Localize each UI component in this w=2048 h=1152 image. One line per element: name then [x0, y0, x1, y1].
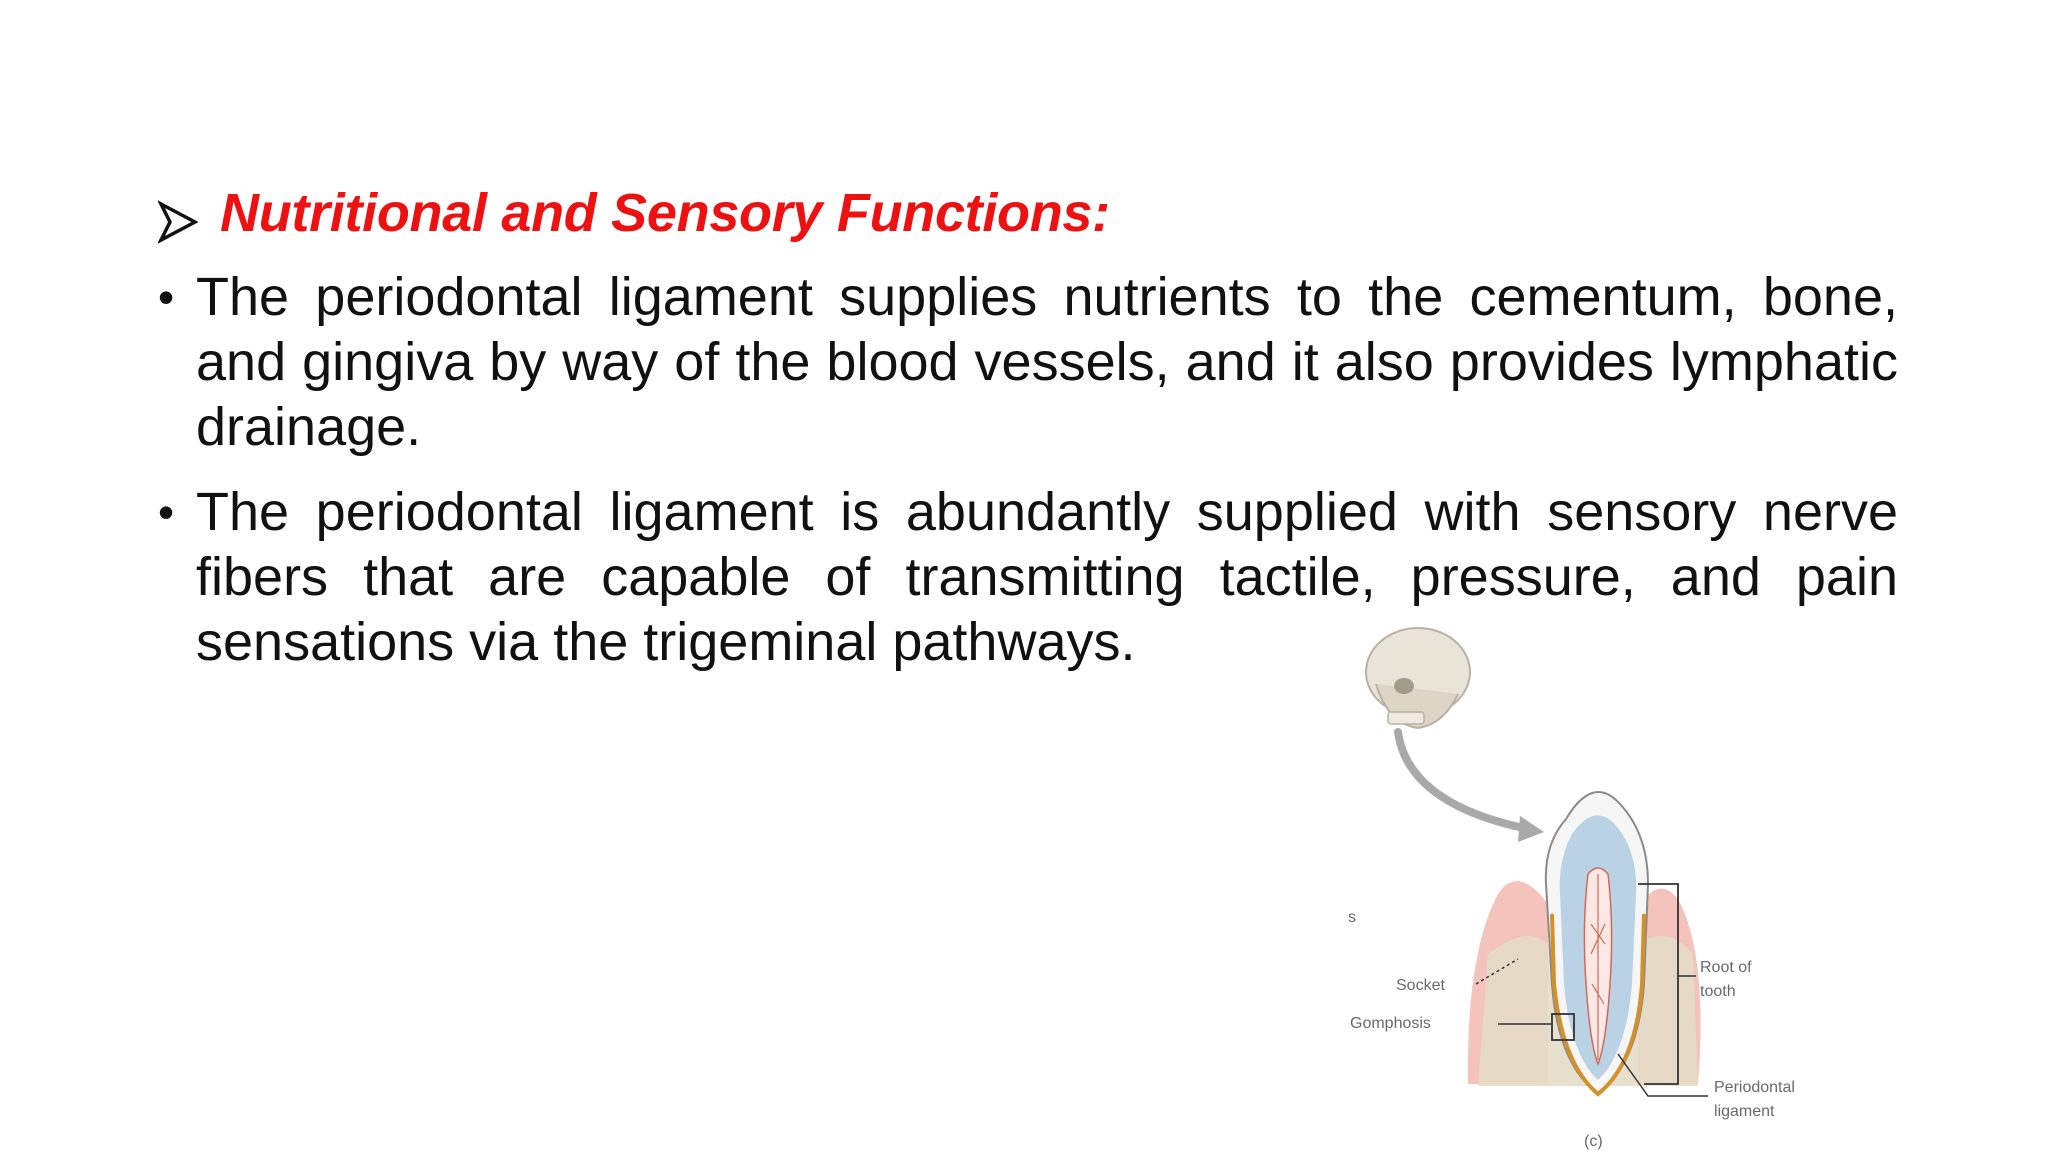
pdl-label-line1: Periodontal [1714, 1079, 1795, 1096]
root-label-line2: tooth [1700, 983, 1736, 1000]
root-label-line1: Root of [1700, 959, 1752, 976]
pdl-label-line2: ligament [1714, 1103, 1775, 1120]
bullet-text: The periodontal ligament is abundantly supplied with sensory nerve fibers that are capable of transmitting tactile, pressure, and pain sensations via the trigeminal pathways. [196, 482, 1898, 672]
partial-label: s [1348, 909, 1356, 926]
socket-label: Socket [1396, 977, 1445, 994]
skull-icon [1366, 628, 1470, 728]
bullet-item-nutrition [158, 265, 1898, 460]
bullet-dot-icon: • [158, 271, 175, 323]
pointer-arrow-icon [1398, 732, 1528, 829]
panel-label: (c) [1584, 1133, 1603, 1150]
section-heading [158, 178, 1110, 248]
tooth-gomphosis-illustration [1348, 624, 1848, 1152]
bullet-dot-icon: • [158, 486, 175, 538]
heading-text: Nutritional and Sensory Functions: [220, 183, 1110, 243]
arrow-bullet-icon [158, 191, 198, 235]
bullet-text: The periodontal ligament supplies nutrients to the cementum, bone, and gingiva by way of the blood vessels, and it also provides lymphatic drainage. [196, 267, 1898, 457]
gomphosis-label: Gomphosis [1350, 1015, 1431, 1032]
